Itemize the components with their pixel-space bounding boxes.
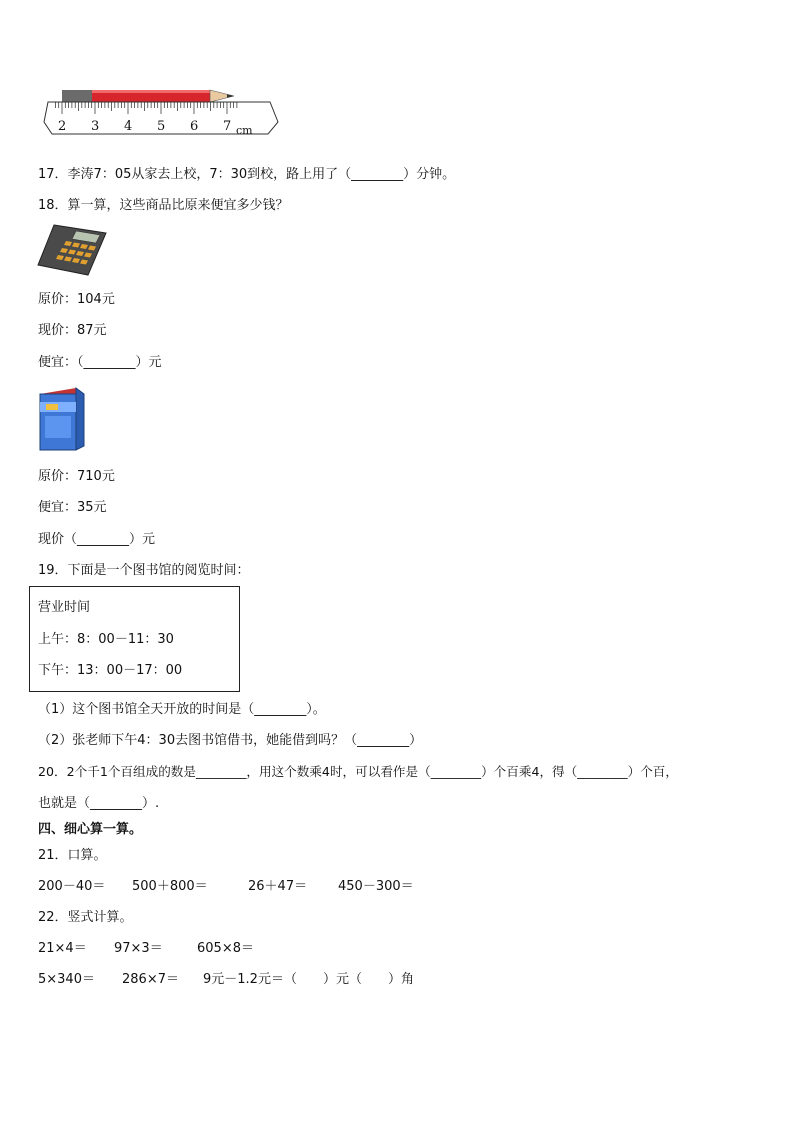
question-22-title: 22．竖式计算。 — [38, 910, 133, 925]
question-19-sub2: （2）张老师下午4：30去图书馆借书，她能借到吗？（________） — [38, 733, 423, 748]
ruler-tick-label: 7 — [223, 119, 232, 134]
question-19-title: 19．下面是一个图书馆的阅览时间： — [38, 563, 250, 578]
item1-current-price: 现价：87元 — [38, 323, 107, 338]
ruler-tick-label: 5 — [157, 119, 166, 134]
opening-hours-heading: 营业时间 — [38, 600, 91, 615]
item2-current-price: 现价（________）元 — [38, 532, 156, 547]
item1-discount: 便宜：（________）元 — [38, 355, 162, 370]
vertical-calc-item: 5×340＝ — [38, 972, 95, 987]
ruler-tick-label: 4 — [124, 119, 133, 134]
opening-hours-afternoon: 下午：13：00－17：00 — [38, 663, 183, 678]
question-20-line1: 20．2个千1个百组成的数是________，用这个数乘4时，可以看作是（________）个百乘4，得（________）个百， — [38, 764, 678, 779]
mental-calc-item: 500＋800＝ — [132, 879, 208, 894]
question-21-title: 21．口算。 — [38, 848, 107, 863]
question-20-line2: 也就是（________）. — [38, 796, 160, 811]
item2-original-price: 原价：710元 — [38, 469, 115, 484]
vertical-calc-item: 286×7＝ — [122, 972, 179, 987]
ruler-unit: cm — [236, 124, 253, 137]
ruler-pencil-image — [38, 84, 280, 144]
book-icon — [36, 384, 88, 452]
item1-original-price: 原价：104元 — [38, 292, 115, 307]
question-19-sub1: （1）这个图书馆全天开放的时间是（________）。 — [38, 702, 326, 717]
opening-hours-morning: 上午：8：00－11：30 — [38, 632, 174, 647]
question-18-title: 18．算一算，这些商品比原来便宜多少钱？ — [38, 198, 289, 213]
mental-calc-item: 200－40＝ — [38, 879, 106, 894]
vertical-calc-item: 605×8＝ — [197, 941, 254, 956]
question-17: 17．李涛7：05从家去上校，7：30到校，路上用了（________）分钟。 — [38, 167, 456, 182]
ruler-tick-label: 2 — [58, 119, 67, 134]
vertical-calc-item: 21×4＝ — [38, 941, 87, 956]
vertical-calc-item: 9元－1.2元＝（ ）元（ ）角 — [203, 972, 414, 987]
ruler-tick-label: 3 — [91, 119, 100, 134]
ruler-tick-label: 6 — [190, 119, 199, 134]
mental-calc-item: 26＋47＝ — [248, 879, 308, 894]
calculator-icon — [36, 223, 108, 277]
mental-calc-item: 450－300＝ — [338, 879, 414, 894]
vertical-calc-item: 97×3＝ — [114, 941, 163, 956]
item2-discount: 便宜：35元 — [38, 500, 107, 515]
section-4-heading: 四、细心算一算。 — [38, 822, 143, 837]
